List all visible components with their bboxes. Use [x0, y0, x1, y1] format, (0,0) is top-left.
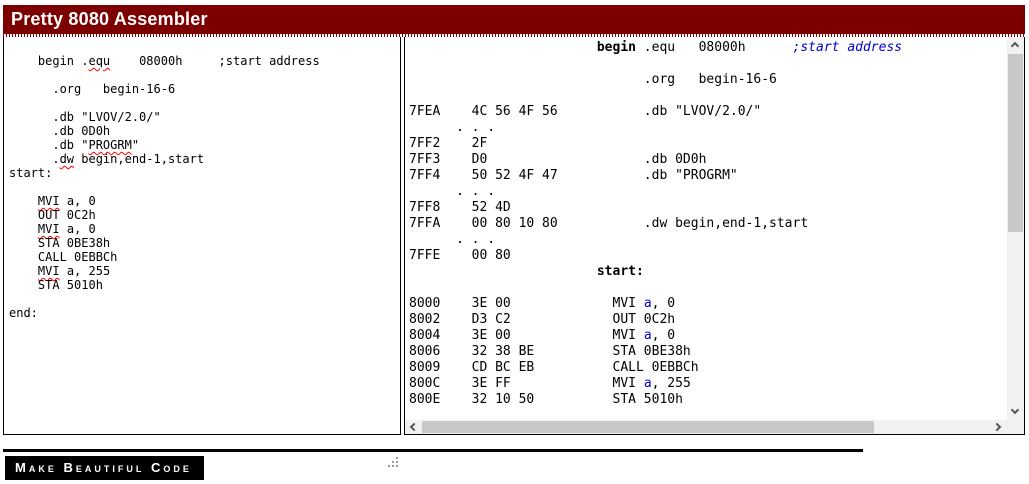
footer-divider: [3, 449, 863, 452]
source-editor[interactable]: begin .equ 08000h ;start address .org begin-16-6 .db "LVOV/2.0/" .db 0D0h .db "PROGRM" .dw begin,end-1,start start: MVI a, 0 OUT 0C2h MVI a, 0 STA 0BE38h CALL 0EBBCh MVI a, 255 STA 5010h end:: [3, 37, 401, 435]
chevron-up-icon: [1011, 42, 1019, 50]
chevron-right-icon: [993, 423, 1001, 431]
horizontal-scrollbar-thumb[interactable]: [422, 421, 874, 433]
scroll-down-button[interactable]: [1007, 404, 1024, 420]
tagline-badge: [5, 456, 204, 480]
scrollbar-corner: [1007, 420, 1024, 434]
scroll-up-button[interactable]: [1007, 37, 1024, 53]
assembly-listing-panel: [404, 37, 1025, 435]
horizontal-scrollbar[interactable]: [405, 420, 1007, 434]
assembly-listing[interactable]: begin .equ 08000h ;start address .org begin-16-6 7FEA 4C 56 4F 56 .db "LVOV/2.0/" . . . 7FF2 2F 7FF3 D0 .db 0D0h 7FF4 50 52 4F 47 .db "PROGRM" . . . 7FF8 52 4D 7FFA 00 80 10 80 .dw begin,end-1,start . . . 7FFE 00 80 start: 8000 3E 00 MVI a, 0 8002 D3 C2 OUT 0C2h 8004 3E 00 MVI a, 0 8006 32 38 BE STA 0BE38h 8009 CD BC EB CALL 0EBBCh 800C 3E FF MVI a, 255 800E 32 10 50 STA 5010h: [409, 40, 903, 407]
scroll-left-button[interactable]: [405, 420, 421, 434]
vertical-scrollbar[interactable]: [1007, 37, 1024, 420]
resize-grip-icon[interactable]: [386, 455, 399, 468]
main-panels: [3, 37, 1025, 435]
vertical-scrollbar-thumb[interactable]: [1008, 54, 1023, 232]
chevron-left-icon: [410, 423, 418, 431]
scroll-right-button[interactable]: [991, 420, 1007, 434]
tagline-text: Make Beautiful Code: [15, 460, 192, 475]
app-title-bar: [3, 5, 1025, 34]
page-title: Pretty 8080 Assembler: [11, 9, 208, 29]
chevron-down-icon: [1011, 406, 1019, 414]
